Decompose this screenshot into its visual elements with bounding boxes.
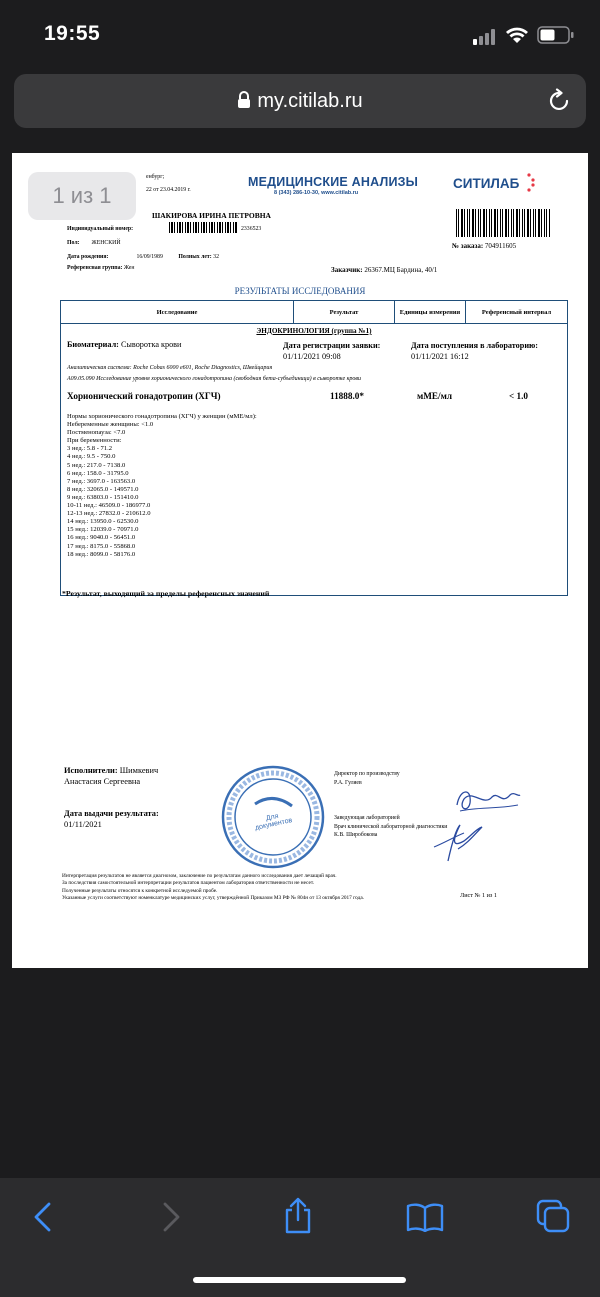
norm-line: 10-11 нед.: 46509.0 - 186977.0 xyxy=(67,502,151,510)
status-bar xyxy=(0,0,600,70)
citilab-logo: СИТИЛАБ xyxy=(453,172,536,193)
address-bar[interactable] xyxy=(14,74,586,128)
patient-name: ШАКИРОВА ИРИНА ПЕТРОВНА xyxy=(152,211,271,220)
norm-line: 18 нед.: 8099.0 - 58176.0 xyxy=(67,550,136,558)
test-units: мМЕ/мл xyxy=(417,391,453,401)
lab-address: енбург; 22 от 23.04.2019 г. xyxy=(146,174,191,193)
norm-line: Небеременные женщины: <1.0 xyxy=(67,421,154,429)
lab-stamp xyxy=(220,764,326,870)
norm-line: Нормы хорионического гонадотропина (ХГЧ) у женщин (мМЕ/мл): xyxy=(67,413,257,420)
footnote: *Результат, выходящий за пределы референсных значений xyxy=(62,589,270,598)
col-units: Единицы измерения xyxy=(395,301,466,324)
section-title: ЭНДОКРИНОЛОГИЯ (группа №1) xyxy=(256,327,372,335)
performers: Исполнители: Шимкевич Анастасия Сергеевна xyxy=(64,766,159,786)
test-result: 11888.0* xyxy=(330,391,364,401)
reload-icon[interactable] xyxy=(547,88,573,119)
order-number: № заказа: 704911605 xyxy=(452,242,517,250)
forward-button[interactable] xyxy=(158,1200,184,1239)
norm-line: Постменопауза: <7.0 xyxy=(67,429,126,437)
bookmarks-button[interactable] xyxy=(406,1202,444,1237)
norm-line: 8 нед.: 32065.0 - 149571.0 xyxy=(67,485,139,493)
norm-line: При беременности: xyxy=(67,437,122,445)
order-barcode xyxy=(456,209,550,237)
issue-date: Дата выдачи результата: 01/11/2021 xyxy=(64,809,159,829)
director: Директор по производству Р.А. Гуляев xyxy=(334,771,400,786)
norm-line: 15 нед.: 12039.0 - 70971.0 xyxy=(67,526,139,534)
patient-sex: Пол: ЖЕНСКИЙ xyxy=(67,240,121,246)
page-counter: 1 из 1 xyxy=(28,172,136,220)
url-domain: my.citilab.ru xyxy=(257,90,363,112)
back-button[interactable] xyxy=(30,1200,56,1239)
col-result: Результат xyxy=(294,301,395,324)
battery-icon xyxy=(537,26,575,49)
norm-line: 7 нед.: 3697.0 - 163563.0 xyxy=(67,477,136,485)
stamp-center-text: Для документов xyxy=(254,812,293,832)
pdf-page xyxy=(12,153,588,968)
norm-line: 4 нед.: 9.5 - 750.0 xyxy=(67,453,116,461)
director-signature xyxy=(452,783,522,822)
sheet-number: Лист № 1 из 1 xyxy=(460,892,497,899)
status-time: 19:55 xyxy=(44,22,101,45)
norm-line: 9 нед.: 63803.0 - 151410.0 xyxy=(67,493,139,501)
patient-id-value: 2336523 xyxy=(241,226,262,232)
norms-list xyxy=(67,413,257,559)
norm-line: 6 нед.: 158.0 - 31795.0 xyxy=(67,469,129,477)
patient-dob: Дата рождения: 16/09/1989 Полных лет: 32 xyxy=(67,254,219,260)
lab-head: Заведующая лабораторией Врач клинической лабораторной диагностики К.В. Широбокова xyxy=(334,815,448,838)
norm-line: 5 нед.: 217.0 - 7138.0 xyxy=(67,461,126,469)
brand-contacts: 8 (343) 286-10-30, www.citilab.ru xyxy=(274,190,359,196)
analytic-system: Аналитическая система: Roche Cobas 6000 e601, Roche Diagnostics, Швейцария xyxy=(67,365,273,371)
wifi-icon xyxy=(505,26,529,49)
customer: Заказчик: 26367.МЦ Бардина, 40/1 xyxy=(331,266,438,274)
test-reference: < 1.0 xyxy=(509,391,529,401)
registration-date: Дата регистрации заявки: 01/11/2021 09:08 xyxy=(283,341,381,361)
results-header xyxy=(60,300,568,324)
brand-title: МЕДИЦИНСКИЕ АНАЛИЗЫ xyxy=(248,175,419,189)
norm-line: 12-13 нед.: 27832.0 - 210612.0 xyxy=(67,510,151,518)
logo-dots-icon xyxy=(526,172,536,192)
patient-barcode xyxy=(169,222,237,233)
home-indicator xyxy=(193,1277,406,1283)
norm-line: 16 нед.: 9040.0 - 56451.0 xyxy=(67,534,136,542)
norm-line: 14 нед.: 13950.0 - 62530.0 xyxy=(67,518,139,526)
cellular-signal-icon xyxy=(473,29,497,50)
lab-date: Дата поступления в лабораторию: 01/11/2021 16:12 xyxy=(411,341,539,361)
disclaimer: Интерпретация результатов не является диагнозом, заключение по результатам данного исследования дает лечащий врач. За последствия самостоятельной интерпретации результатов пациентом лаборатория ответственности не несет. Полученные результаты относятся к конкретной исследуемой пробе. Указанные услуги соответствуют номенклатуре медицинских услуг, утверждённой Приказом МЗ РФ № 804н от 13 октября 2017 года. xyxy=(62,873,365,901)
col-test: Исследование xyxy=(61,301,294,324)
results-title: РЕЗУЛЬТАТЫ ИССЛЕДОВАНИЯ xyxy=(234,286,366,296)
patient-id: Индивидуальный номер: xyxy=(67,226,134,232)
norm-line: 17 нед.: 8175.0 - 55868.0 xyxy=(67,542,136,550)
biomaterial: Биоматериал: Сыворотка крови xyxy=(67,340,182,349)
test-name: Хорионический гонадотропин (ХГЧ) xyxy=(67,391,221,401)
head-signature xyxy=(430,821,490,870)
tabs-button[interactable] xyxy=(535,1198,571,1239)
col-ref: Референсный интервал xyxy=(466,301,568,324)
lock-icon xyxy=(237,91,251,115)
url-text[interactable] xyxy=(14,90,586,115)
patient-refgroup: Референсная группа: Жен xyxy=(67,265,135,271)
test-code: A09.05.090 Исследование уровня хорионического гонадотропина (свободная бета-субъединица) в сыворотке крови xyxy=(67,376,362,382)
results-table xyxy=(60,300,568,596)
share-button[interactable] xyxy=(282,1196,314,1239)
norm-line: 3 нед.: 5.8 - 71.2 xyxy=(67,445,113,453)
